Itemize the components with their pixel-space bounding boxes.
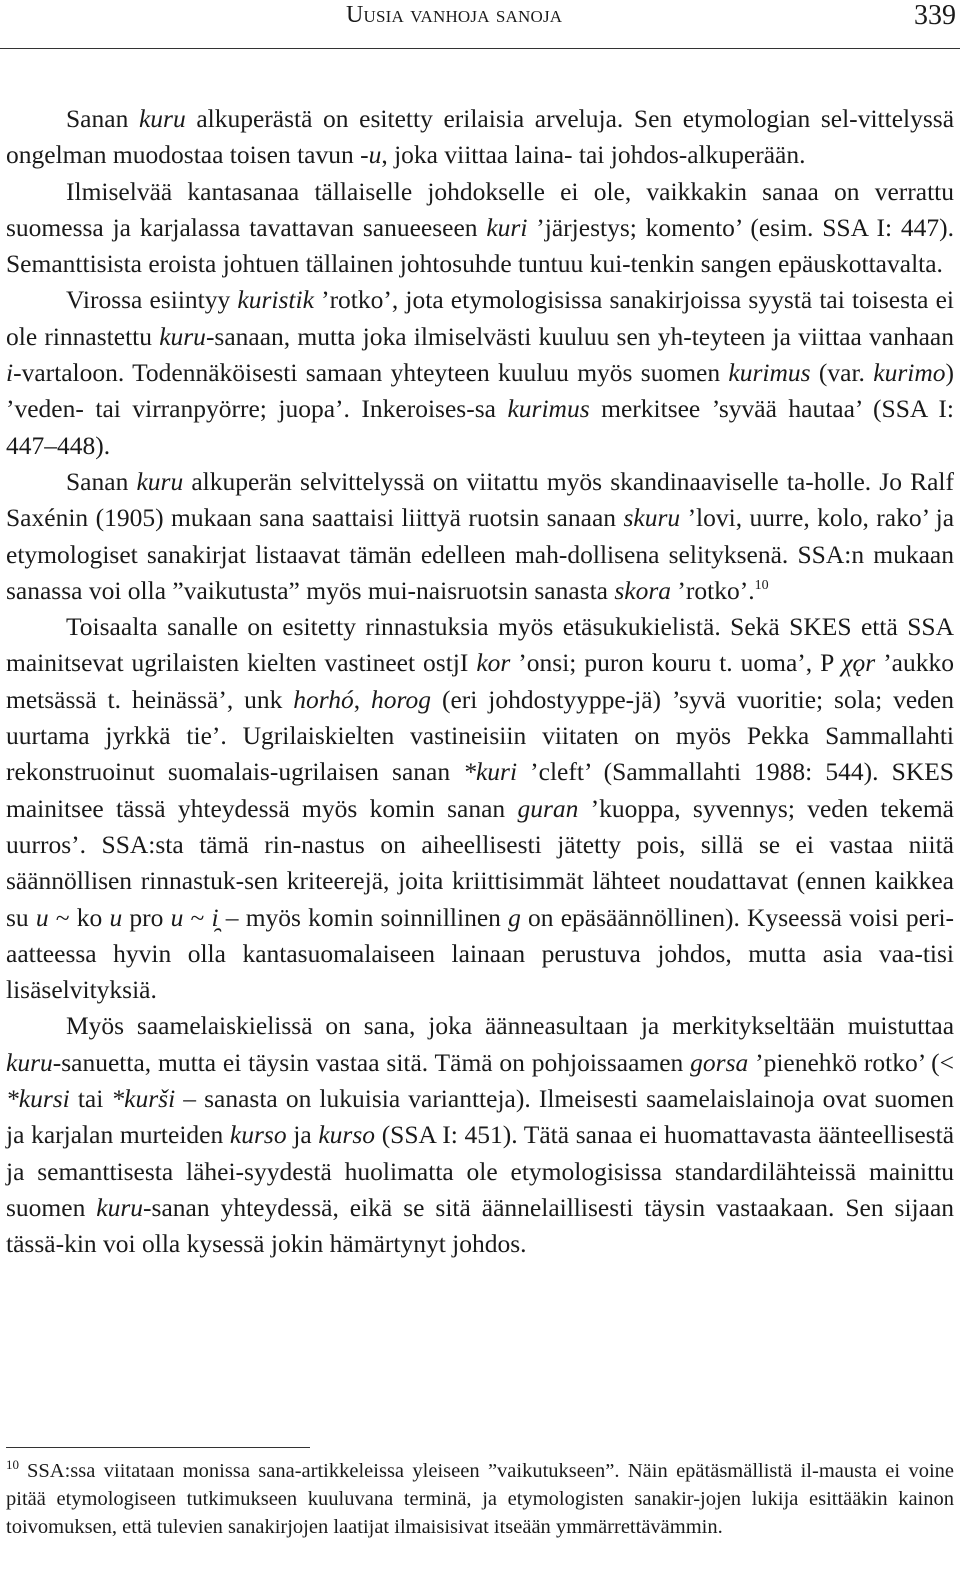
text-run: Sanan bbox=[66, 466, 137, 496]
footnote-rule bbox=[6, 1447, 310, 1448]
text-run: -vartaloon. Todennäköisesti samaan yhteyteen kuuluu bbox=[13, 358, 569, 388]
text-run: dollisena selityksenä. SSA:n mukaan sanassa voi olla ”vaikutusta” myös mui- bbox=[6, 539, 954, 605]
italic-term: u bbox=[170, 902, 184, 932]
text-run: tisi lisäselvityksiä. bbox=[6, 938, 954, 1005]
text-run: ’pienehkö rotko’ (< bbox=[748, 1047, 954, 1077]
italic-term: *kuri bbox=[463, 757, 518, 787]
italic-term: kurimus bbox=[507, 394, 590, 424]
page-header bbox=[0, 0, 960, 49]
text-run: ja bbox=[286, 1120, 319, 1150]
italic-term: g bbox=[508, 902, 521, 932]
text-run: kin voi olla kysessä jokin hämärtynyt johdos. bbox=[64, 1229, 527, 1259]
body-text bbox=[6, 101, 954, 1263]
italic-term: horhó bbox=[293, 684, 354, 714]
text-run: ~ ko bbox=[48, 902, 110, 932]
text-run: Myös saamelaiskielissä on sana, joka äänneasultaan ja merkitykseltään bbox=[66, 1011, 835, 1041]
italic-term: skora bbox=[614, 575, 672, 605]
text-run: tai bbox=[69, 1084, 112, 1114]
text-run: jojen lukija esittääkin kainon toivomuksen, että tulevien sanakirjojen laatijat ilmaisisivat itseään bbox=[6, 1488, 955, 1538]
body-paragraph bbox=[6, 609, 954, 1008]
italic-term: kurimo bbox=[873, 358, 946, 388]
italic-term: gorsa bbox=[690, 1047, 749, 1077]
text-run: sanan yhteydessä, eikä se sitä äännelaillisesti täysin vastaakaan. Sen sijaan tässä- bbox=[6, 1192, 955, 1259]
text-run: ’rotko’. bbox=[671, 575, 755, 605]
body-paragraph bbox=[6, 174, 954, 283]
text-run: ’rotko’, jota etymologisissa sanakirjoissa syystä bbox=[313, 285, 813, 315]
text-run: , bbox=[353, 684, 372, 714]
text-run: ’aukko metsässä t. heinässä’, unk bbox=[6, 648, 954, 714]
text-run: verrattu suomessa ja karjalassa tavattavan sanueeseen bbox=[6, 176, 954, 242]
italic-term: u bbox=[109, 902, 123, 932]
italic-term: kurimus bbox=[728, 358, 811, 388]
text-run: ymmärrettävämmin. bbox=[555, 1516, 723, 1538]
text-run: komin sanan bbox=[369, 793, 518, 823]
text-run: sa bbox=[474, 394, 508, 424]
italic-term: kuru bbox=[6, 1047, 53, 1077]
italic-term: kuristik bbox=[237, 285, 314, 315]
text-run: holle. Jo Ralf Saxénin (1905) mukaan sana saattaisi liittyä ruotsin sanaan bbox=[6, 466, 954, 533]
text-run: tenkin sangen epäuskottavalta. bbox=[630, 249, 943, 279]
italic-term: horog bbox=[371, 684, 432, 714]
footnote bbox=[6, 1457, 954, 1541]
text-run: ) ’veden- tai virranpyörre; juopa’. Inkeroises- bbox=[6, 358, 955, 424]
text-run: ’kuoppa, syvennys; veden tekemä uurros’. SSA:sta tämä rin- bbox=[6, 793, 954, 859]
italic-term: kurso bbox=[229, 1120, 287, 1150]
italic-term: kurso bbox=[318, 1120, 376, 1150]
text-run: alkuperän selvittelyssä on viitattu myös skandinaaviselle ta- bbox=[183, 466, 814, 496]
text-run: -sanaan, mutta joka ilmiselvästi kuuluu sen yh- bbox=[205, 321, 692, 351]
text-run: (var. bbox=[810, 358, 874, 388]
text-run: ’lovi, uurre, kolo, rako’ ja etymologiset sanakirjat listaavat tämän edelleen mah- bbox=[6, 503, 955, 569]
text-run: aatteessa hyvin olla kantasuomalaiseen lainaan perustuva johdos, mutta asia vaa- bbox=[6, 938, 923, 968]
italic-term: i̯ bbox=[211, 902, 219, 932]
text-run: Ilmeisesti saamelaislainoja ovat suomen ja karjalan murteiden bbox=[6, 1084, 954, 1150]
text-run: (eri johdostyyppe- bbox=[431, 684, 635, 714]
italic-term: *kurši bbox=[111, 1084, 176, 1114]
body-paragraph bbox=[6, 1008, 954, 1262]
italic-term: u bbox=[35, 902, 49, 932]
italic-term: i bbox=[6, 358, 14, 388]
running-head: Uusia vanhoja sanoja bbox=[346, 2, 563, 28]
text-run: ~ bbox=[183, 902, 212, 932]
text-run: jä) ’syvä vuoritie; sola; veden uurtama jyrkkä tie’. Ugrilaiskielten vastineisiin bbox=[6, 684, 954, 751]
italic-term: χǫr bbox=[841, 648, 876, 678]
text-run: , joka viittaa laina- tai johdos- bbox=[381, 140, 688, 170]
italic-term: kuri bbox=[486, 212, 528, 242]
text-run: Ilmiselvää kantasanaa tällaiselle johdokselle ei ole, vaikkakin sanaa on bbox=[66, 176, 860, 206]
text-run: vittelyssä ongelman muodostaa toisen tavun - bbox=[6, 104, 955, 170]
body-paragraph bbox=[6, 101, 954, 174]
text-run: ’cleft’ (Sammallahti 1988: 544). SKES mainitsee tässä yhteydessä myös bbox=[6, 757, 954, 823]
body-paragraph bbox=[6, 282, 954, 463]
footnote-marker: 10 bbox=[754, 577, 769, 593]
text-run: alkuperään. bbox=[687, 140, 806, 170]
italic-term: kuru bbox=[96, 1192, 144, 1222]
text-run: merkitsee ’syvää hautaa’ (SSA I: 447–448). bbox=[6, 394, 954, 460]
italic-term: *kursi bbox=[6, 1084, 70, 1114]
text-run: muistuttaa bbox=[847, 1011, 955, 1041]
text-run: (esim. SSA I: 447). Semanttisista eroista johtuen tällainen johtosuhde tuntuu kui- bbox=[6, 212, 954, 279]
footnote-number: 10 bbox=[6, 1457, 19, 1472]
text-run: sen kriteerejä, joita kriittisimmät lähteet noudattavat (ennen kaikkea su bbox=[6, 866, 954, 932]
italic-term: kuru bbox=[136, 466, 184, 496]
italic-term: guran bbox=[517, 793, 579, 823]
text-run: teyteen ja viittaa vanhaan bbox=[691, 321, 954, 351]
text-run: – sanasta on lukuisia variantteja). bbox=[175, 1084, 531, 1114]
text-run: on epäsäännöllinen). Kyseessä voisi peri- bbox=[520, 902, 955, 932]
text-run: - bbox=[143, 1192, 152, 1222]
text-run: myös suomen bbox=[577, 358, 729, 388]
body-paragraph bbox=[6, 464, 954, 609]
text-run: naisruotsin sanasta bbox=[416, 575, 615, 605]
text-run: tai toisesta ei ole rinnastettu bbox=[6, 285, 954, 351]
text-run: ’onsi; puron kouru t. bbox=[510, 648, 733, 678]
text-run: (SSA I: 451). Tätä sanaa ei huomattavasta äänteellisestä ja semanttisesta lähei- bbox=[6, 1120, 955, 1186]
italic-term: u bbox=[368, 140, 382, 170]
page-number: 339 bbox=[914, 0, 956, 31]
text-run: Virossa esiintyy bbox=[66, 285, 238, 315]
text-run: mausta ei voine pitää etymologiseen tutkimukseen kuuluvana terminä, ja etymologisten sanakir- bbox=[6, 1460, 954, 1510]
text-run: Sanan bbox=[66, 104, 139, 133]
text-run: – myös komin soinnillinen bbox=[218, 902, 509, 932]
text-run: että SSA mainitsevat ugrilaisten kielten vastineet ostjI bbox=[6, 612, 954, 678]
text-run: Toisaalta sanalle on esitetty rinnastuksia myös etäsukukielistä. Sekä SKES bbox=[66, 612, 852, 642]
text-run: viitaten on myös Pekka Sammallahti rekonstruoinut suomalais-ugrilaisen sanan bbox=[6, 721, 955, 787]
text-run: -sanuetta, mutta ei täysin vastaa sitä. Tämä on pohjoissaamen bbox=[52, 1047, 684, 1077]
italic-term: kuru bbox=[138, 104, 186, 133]
text-run: syydestä huolimatta ole etymologisissa standardilähteissä mainittu suomen bbox=[6, 1156, 954, 1222]
italic-term: skuru bbox=[623, 503, 681, 533]
text-run: alkuperästä on esitetty erilaisia arveluja. Sen etymologian sel- bbox=[185, 104, 858, 133]
text-run: ’järjestys; komento’ bbox=[527, 212, 742, 242]
text-run: SSA:ssa viitataan monissa sana-artikkeleissa yleiseen ”vaikutukseen”. Näin epätäsmällistä il- bbox=[27, 1460, 819, 1482]
text-run: nastus on aiheellisesti jätetty pois, sillä se ei vastaa niitä säännöllisen rinnastuk- bbox=[6, 829, 954, 896]
text-run: uoma’, P bbox=[740, 648, 842, 678]
text-run: pro bbox=[129, 902, 171, 932]
italic-term: kuru bbox=[159, 321, 206, 351]
italic-term: kor bbox=[476, 648, 511, 678]
